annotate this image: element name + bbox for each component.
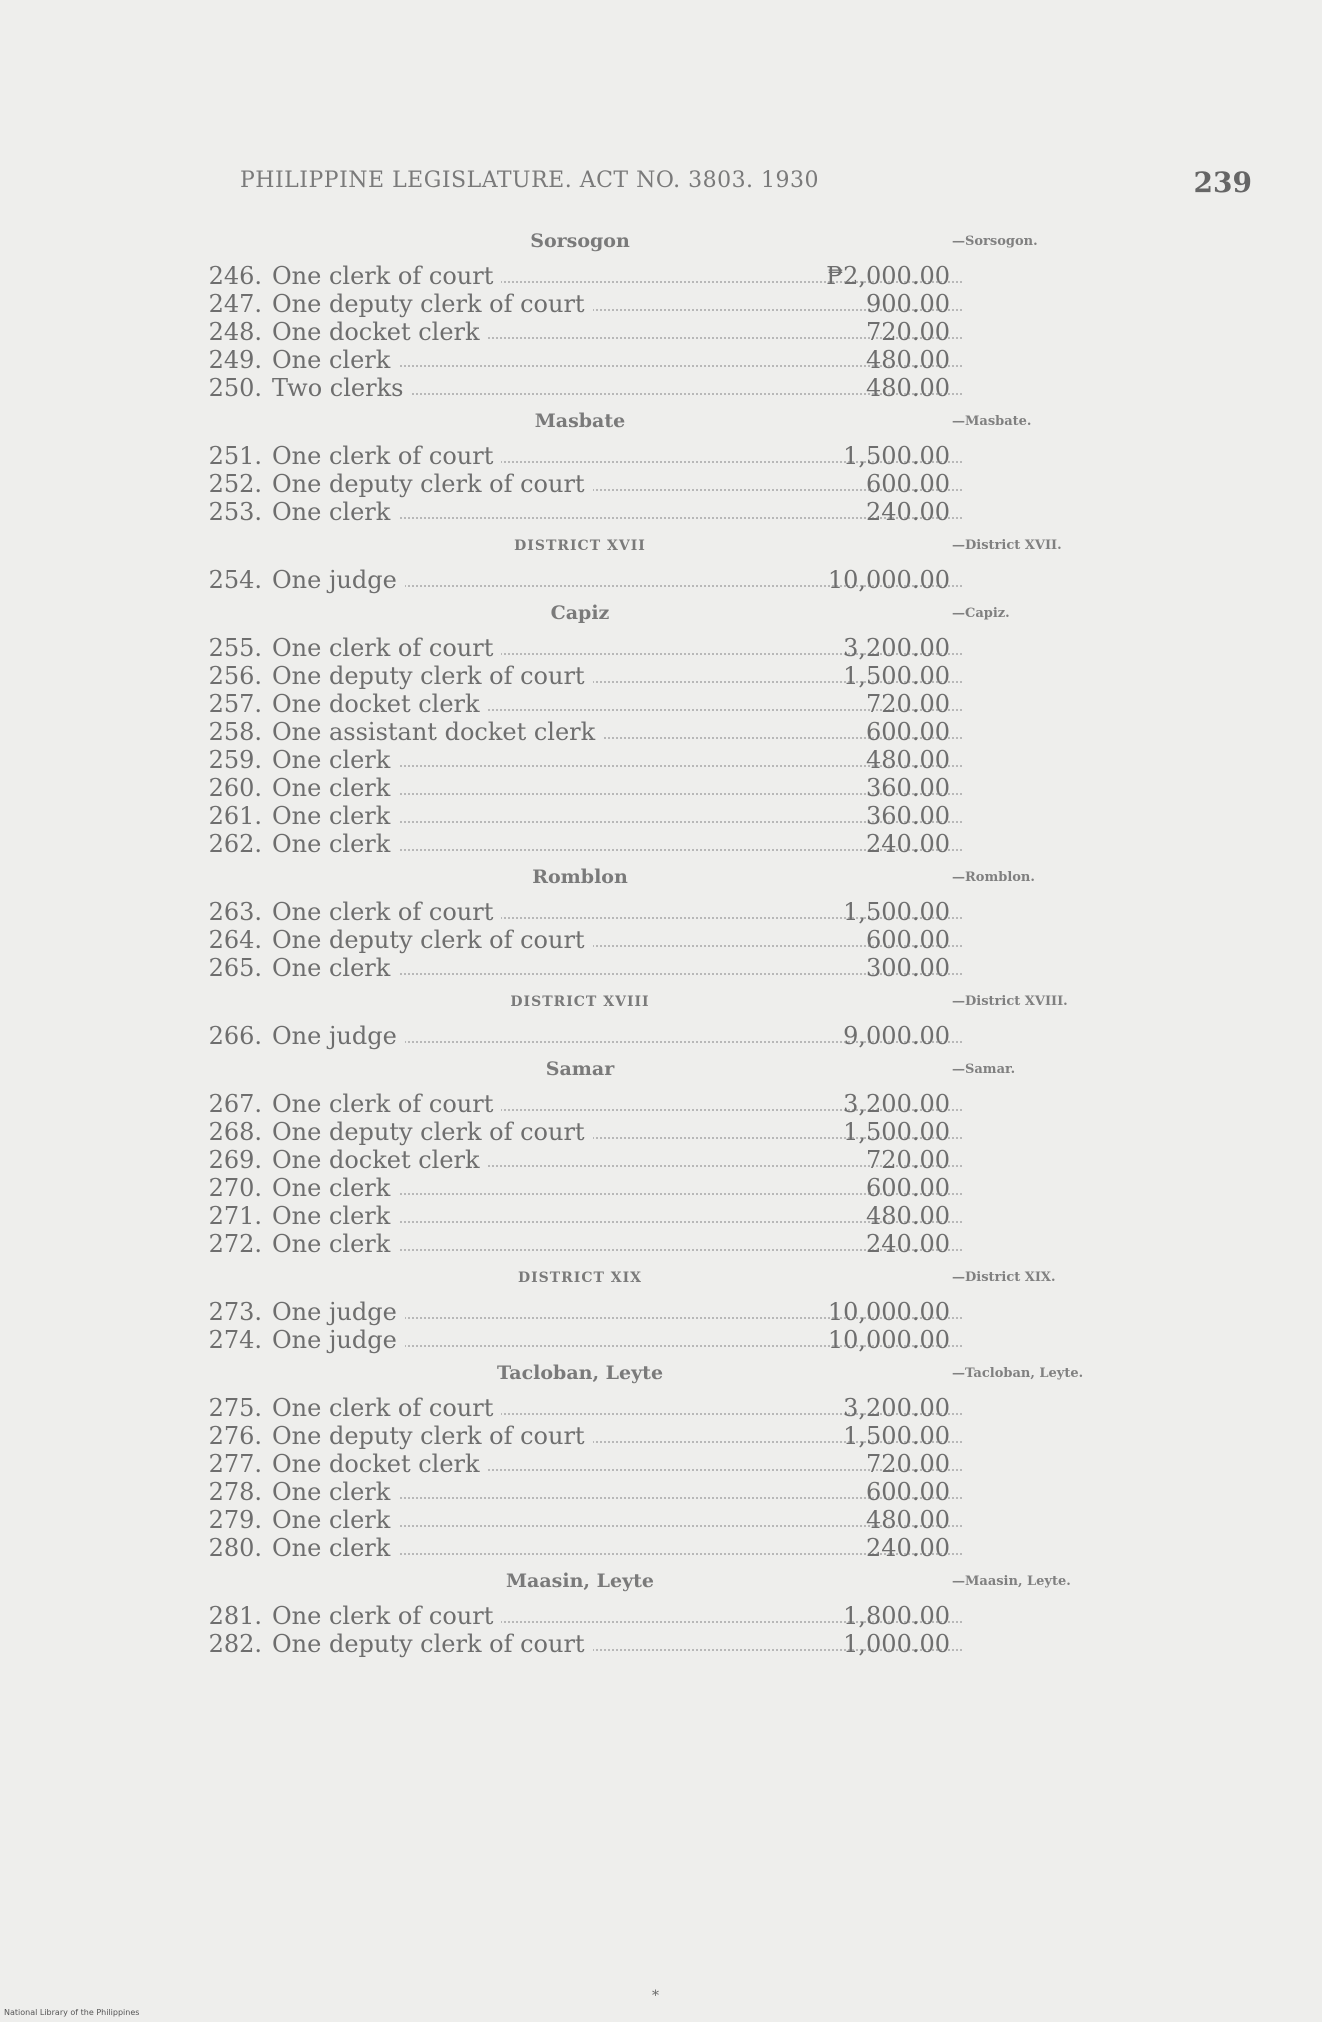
section-heading [200,982,1160,1022]
margin-note: —District XVII. [952,538,1062,553]
item-number: 260. [208,774,262,802]
item-number: 247. [208,290,262,318]
item-number: 266. [208,1022,262,1050]
section-title: Maasin, Leyte [506,1570,654,1592]
item-amount: 1,800.00 [843,1602,950,1630]
item-description: One clerk [272,498,398,526]
item-number: 269. [208,1146,262,1174]
list-item [200,1450,1160,1478]
list-item [200,662,1160,690]
item-number: 251. [208,442,262,470]
item-description: One assistant docket clerk [272,718,603,746]
list-item [200,566,1160,594]
list-item [200,1298,1160,1326]
item-number: 246. [208,262,262,290]
margin-note: —Maasin, Leyte. [952,1574,1071,1589]
section-title: DISTRICT XVII [514,538,646,554]
item-number: 274. [208,1326,262,1354]
list-item [200,442,1160,470]
item-amount: 300.00 [866,954,950,982]
list-item [200,774,1160,802]
item-description: One deputy clerk of court [272,470,593,498]
item-description: One clerk [272,1534,398,1562]
item-number: 273. [208,1298,262,1326]
item-amount: ₱2,000.00 [826,262,950,290]
item-amount: 240.00 [866,1534,950,1562]
item-description: One deputy clerk of court [272,926,593,954]
item-description: One deputy clerk of court [272,1118,593,1146]
item-description: One clerk of court [272,1602,501,1630]
item-amount: 3,200.00 [843,1394,950,1422]
item-description: One clerk of court [272,262,501,290]
running-head: PHILIPPINE LEGISLATURE. ACT NO. 3803. 1930 [240,168,820,193]
item-description: One clerk [272,802,398,830]
list-item [200,1022,1160,1050]
item-number: 254. [208,566,262,594]
item-amount: 720.00 [866,1450,950,1478]
item-amount: 600.00 [866,470,950,498]
item-description: One judge [272,566,405,594]
library-imprint: National Library of the Philippines [4,2008,140,2017]
item-amount: 480.00 [866,746,950,774]
item-amount: 720.00 [866,318,950,346]
footer-mark: * [652,1988,659,2004]
item-amount: 900.00 [866,290,950,318]
item-description: One clerk of court [272,1394,501,1422]
item-amount: 10,000.00 [827,1326,950,1354]
item-amount: 240.00 [866,1230,950,1258]
item-number: 275. [208,1394,262,1422]
item-number: 271. [208,1202,262,1230]
item-amount: 240.00 [866,498,950,526]
item-amount: 360.00 [866,802,950,830]
section-title: Masbate [534,410,626,432]
list-item [200,1506,1160,1534]
item-number: 268. [208,1118,262,1146]
list-item [200,290,1160,318]
list-item [200,1174,1160,1202]
section-title: Capiz [550,602,610,624]
item-number: 255. [208,634,262,662]
item-number: 267. [208,1090,262,1118]
section-title: Romblon [532,866,628,888]
margin-note: —Masbate. [952,414,1032,429]
item-amount: 600.00 [866,926,950,954]
item-number: 280. [208,1534,262,1562]
list-item [200,1326,1160,1354]
item-amount: 1,500.00 [843,442,950,470]
item-number: 279. [208,1506,262,1534]
item-number: 253. [208,498,262,526]
item-amount: 720.00 [866,1146,950,1174]
page-header [240,168,1260,208]
appropriation-list [200,222,1160,1658]
list-item [200,718,1160,746]
item-description: One clerk [272,1174,398,1202]
list-item [200,1118,1160,1146]
section-title: DISTRICT XIX [517,1270,643,1286]
item-number: 250. [208,374,262,402]
item-description: Two clerks [272,374,411,402]
page-number: 239 [1193,166,1252,199]
list-item [200,1422,1160,1450]
margin-note: —Sorsogon. [952,234,1038,249]
item-description: One clerk of court [272,442,501,470]
list-item [200,262,1160,290]
item-amount: 600.00 [866,718,950,746]
item-amount: 1,000.00 [843,1630,950,1658]
item-number: 263. [208,898,262,926]
item-amount: 480.00 [866,1202,950,1230]
item-number: 278. [208,1478,262,1506]
section-heading [200,1050,1160,1090]
section-heading [200,526,1160,566]
list-item [200,746,1160,774]
list-item [200,1146,1160,1174]
item-amount: 480.00 [866,374,950,402]
section-title: Tacloban, Leyte [496,1362,664,1384]
item-description: One clerk of court [272,1090,501,1118]
section-title: Sorsogon [530,230,630,252]
item-amount: 1,500.00 [843,662,950,690]
item-number: 252. [208,470,262,498]
item-description: One judge [272,1326,405,1354]
item-amount: 1,500.00 [843,1422,950,1450]
item-amount: 240.00 [866,830,950,858]
margin-note: —Romblon. [952,870,1035,885]
section-heading [200,858,1160,898]
item-amount: 10,000.00 [827,566,950,594]
list-item [200,1090,1160,1118]
list-item [200,1394,1160,1422]
section-heading [200,1562,1160,1602]
margin-note: —District XVIII. [952,994,1068,1009]
margin-note: —Capiz. [952,606,1010,621]
item-number: 257. [208,690,262,718]
item-description: One deputy clerk of court [272,290,593,318]
item-number: 249. [208,346,262,374]
item-number: 282. [208,1630,262,1658]
list-item [200,1534,1160,1562]
section [200,1258,1160,1354]
margin-note: —Samar. [952,1062,1016,1077]
item-amount: 9,000.00 [843,1022,950,1050]
margin-note: —Tacloban, Leyte. [952,1366,1084,1381]
list-item [200,470,1160,498]
item-amount: 480.00 [866,1506,950,1534]
list-item [200,1630,1160,1658]
list-item [200,498,1160,526]
section-title: DISTRICT XVIII [510,994,650,1010]
item-number: 262. [208,830,262,858]
section-heading [200,1258,1160,1298]
margin-note: —District XIX. [952,1270,1056,1285]
item-description: One clerk [272,830,398,858]
item-description: One clerk [272,1202,398,1230]
item-description: One docket clerk [272,690,488,718]
item-description: One docket clerk [272,1146,488,1174]
section [200,402,1160,526]
item-amount: 720.00 [866,690,950,718]
item-description: One clerk [272,746,398,774]
section [200,526,1160,594]
item-description: One docket clerk [272,318,488,346]
section [200,222,1160,402]
item-number: 248. [208,318,262,346]
item-number: 265. [208,954,262,982]
list-item [200,346,1160,374]
section-heading [200,222,1160,262]
item-description: One judge [272,1022,405,1050]
item-description: One clerk [272,1230,398,1258]
item-amount: 1,500.00 [843,898,950,926]
item-number: 270. [208,1174,262,1202]
item-description: One clerk [272,346,398,374]
item-amount: 10,000.00 [827,1298,950,1326]
list-item [200,954,1160,982]
item-number: 272. [208,1230,262,1258]
section [200,1354,1160,1562]
list-item [200,1478,1160,1506]
item-number: 264. [208,926,262,954]
item-description: One clerk of court [272,634,501,662]
section [200,858,1160,982]
section [200,594,1160,858]
item-description: One deputy clerk of court [272,1422,593,1450]
list-item [200,1202,1160,1230]
item-number: 261. [208,802,262,830]
item-number: 277. [208,1450,262,1478]
item-number: 276. [208,1422,262,1450]
item-description: One clerk [272,1478,398,1506]
list-item [200,830,1160,858]
item-number: 281. [208,1602,262,1630]
item-description: One clerk [272,954,398,982]
list-item [200,318,1160,346]
list-item [200,690,1160,718]
item-number: 259. [208,746,262,774]
item-number: 258. [208,718,262,746]
item-description: One clerk [272,1506,398,1534]
item-amount: 480.00 [866,346,950,374]
item-number: 256. [208,662,262,690]
item-description: One clerk of court [272,898,501,926]
section-title: Samar [545,1058,615,1080]
section-heading [200,1354,1160,1394]
list-item [200,374,1160,402]
list-item [200,1602,1160,1630]
list-item [200,1230,1160,1258]
item-description: One deputy clerk of court [272,1630,593,1658]
item-description: One docket clerk [272,1450,488,1478]
item-description: One clerk [272,774,398,802]
item-amount: 600.00 [866,1478,950,1506]
item-description: One deputy clerk of court [272,662,593,690]
item-amount: 1,500.00 [843,1118,950,1146]
list-item [200,802,1160,830]
section-heading [200,402,1160,442]
section [200,1050,1160,1258]
item-amount: 3,200.00 [843,1090,950,1118]
list-item [200,926,1160,954]
list-item [200,634,1160,662]
item-amount: 3,200.00 [843,634,950,662]
item-amount: 360.00 [866,774,950,802]
section-heading [200,594,1160,634]
section [200,1562,1160,1658]
item-description: One judge [272,1298,405,1326]
item-amount: 600.00 [866,1174,950,1202]
list-item [200,898,1160,926]
section [200,982,1160,1050]
